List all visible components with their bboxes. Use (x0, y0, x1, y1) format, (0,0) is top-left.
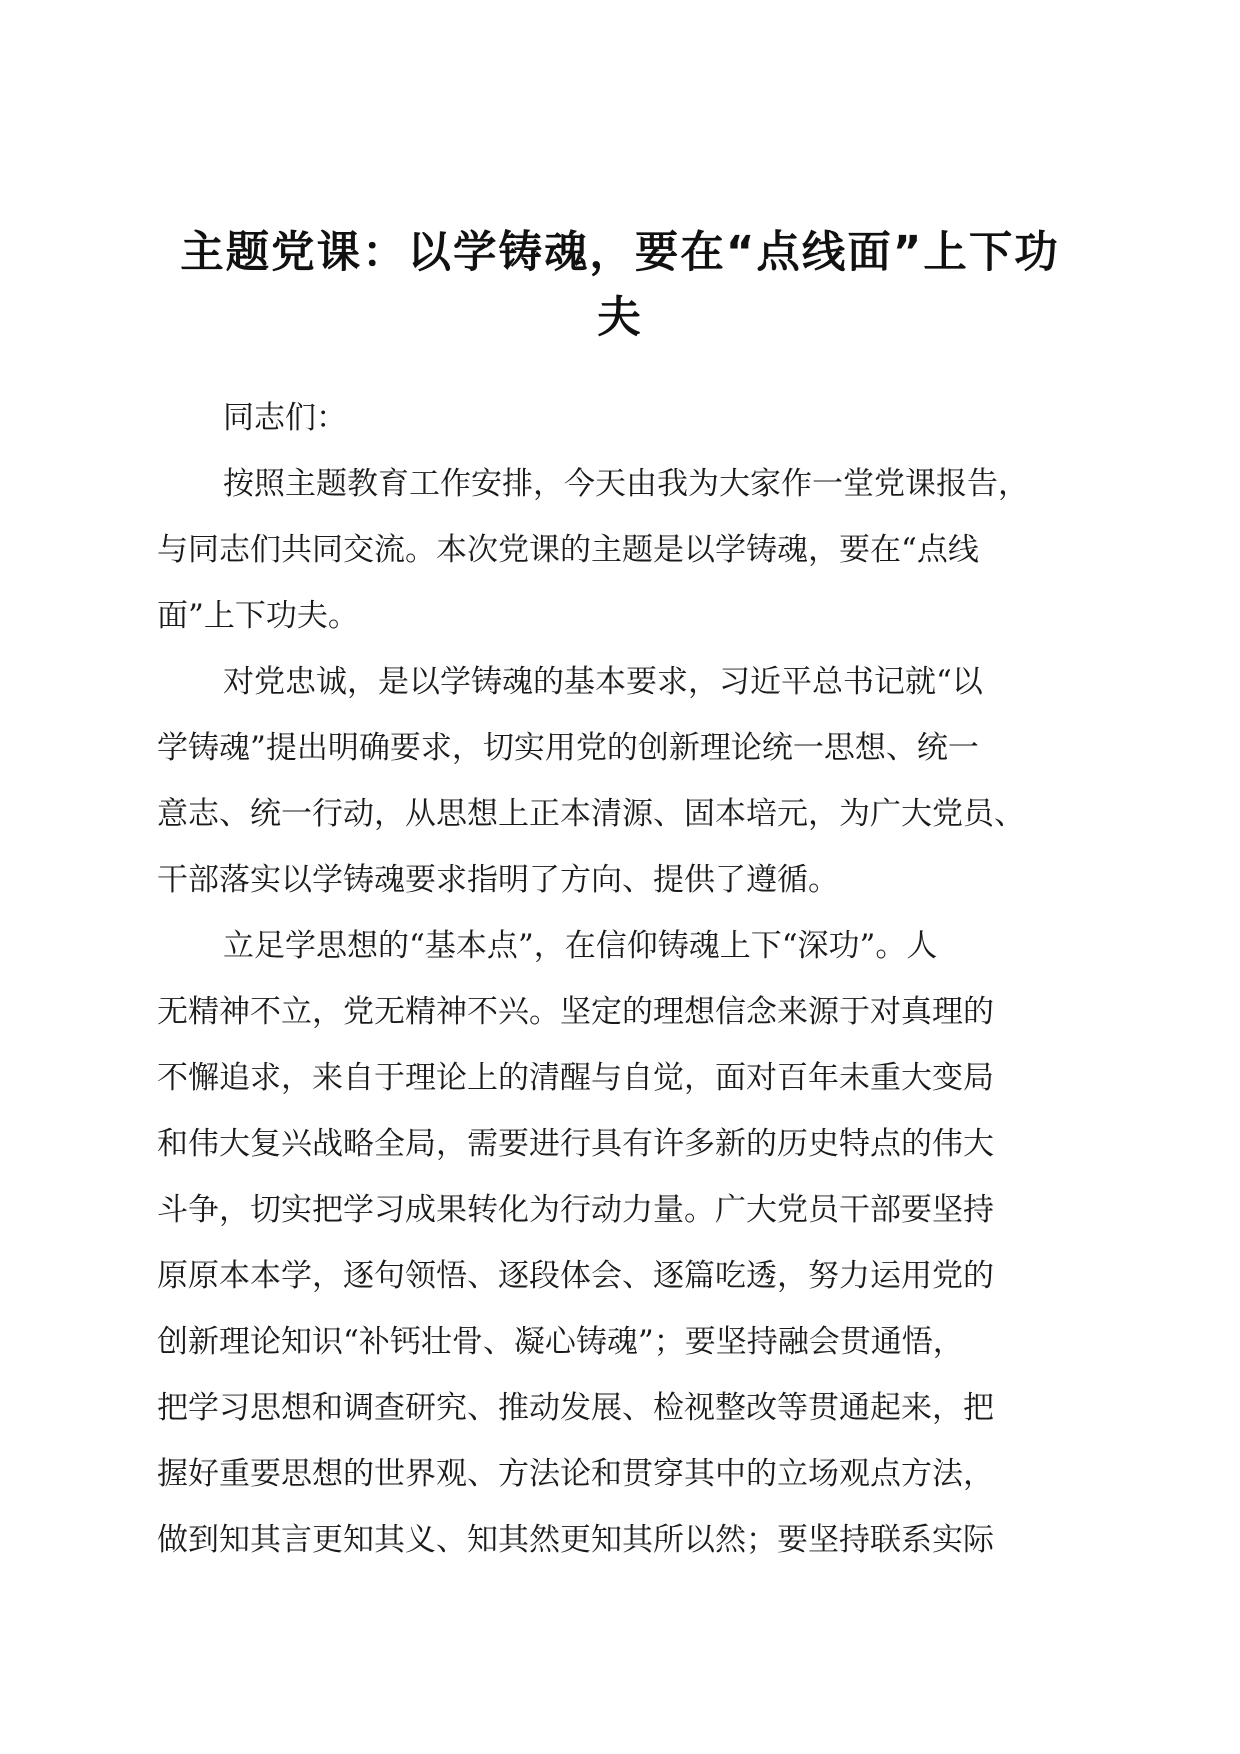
document-title-line-2: 夫 (597, 293, 643, 343)
paragraph-3-line-1: 立足学思想的“基本点”，在信仰铸魂上下“深功”。人 (223, 928, 938, 964)
salutation: 同志们： (223, 400, 347, 436)
paragraph-3-line-6: 原原本本学，逐句领悟、逐段体会、逐篇吃透，努力运用党的 (157, 1258, 994, 1294)
paragraph-2-line-3: 意志、统一行动，从思想上正本清源、固本培元，为广大党员、 (157, 796, 1025, 832)
paragraph-1-line-1: 按照主题教育工作安排，今天由我为大家作一堂党课报告， (223, 466, 1029, 502)
paragraph-3-line-5: 斗争，切实把学习成果转化为行动力量。广大党员干部要坚持 (157, 1192, 994, 1228)
paragraph-2-line-2: 学铸魂”提出明确要求，切实用党的创新理论统一思想、统一 (157, 730, 979, 766)
paragraph-3-line-8: 把学习思想和调查研究、推动发展、检视整改等贯通起来，把 (157, 1390, 994, 1426)
paragraph-3-line-2: 无精神不立，党无精神不兴。坚定的理想信念来源于对真理的 (157, 994, 994, 1030)
document-title-line-1: 主题党课：以学铸魂，要在“点线面”上下功 (180, 228, 1060, 278)
paragraph-3-line-3: 不懈追求，来自于理论上的清醒与自觉，面对百年未重大变局 (157, 1060, 994, 1096)
paragraph-2-line-1: 对党忠诚，是以学铸魂的基本要求，习近平总书记就“以 (223, 664, 983, 700)
paragraph-3-line-4: 和伟大复兴战略全局，需要进行具有许多新的历史特点的伟大 (157, 1126, 994, 1162)
paragraph-3-line-9: 握好重要思想的世界观、方法论和贯穿其中的立场观点方法， (157, 1456, 994, 1492)
paragraph-1-line-2: 与同志们共同交流。本次党课的主题是以学铸魂，要在“点线 (157, 532, 979, 568)
paragraph-2-line-4: 干部落实以学铸魂要求指明了方向、提供了遵循。 (157, 862, 839, 898)
paragraph-1-line-3: 面”上下功夫。 (157, 598, 359, 634)
paragraph-3-line-10: 做到知其言更知其义、知其然更知其所以然；要坚持联系实际 (157, 1522, 994, 1558)
paragraph-3-line-7: 创新理论知识“补钙壮骨、凝心铸魂”；要坚持融会贯通悟， (157, 1324, 964, 1360)
